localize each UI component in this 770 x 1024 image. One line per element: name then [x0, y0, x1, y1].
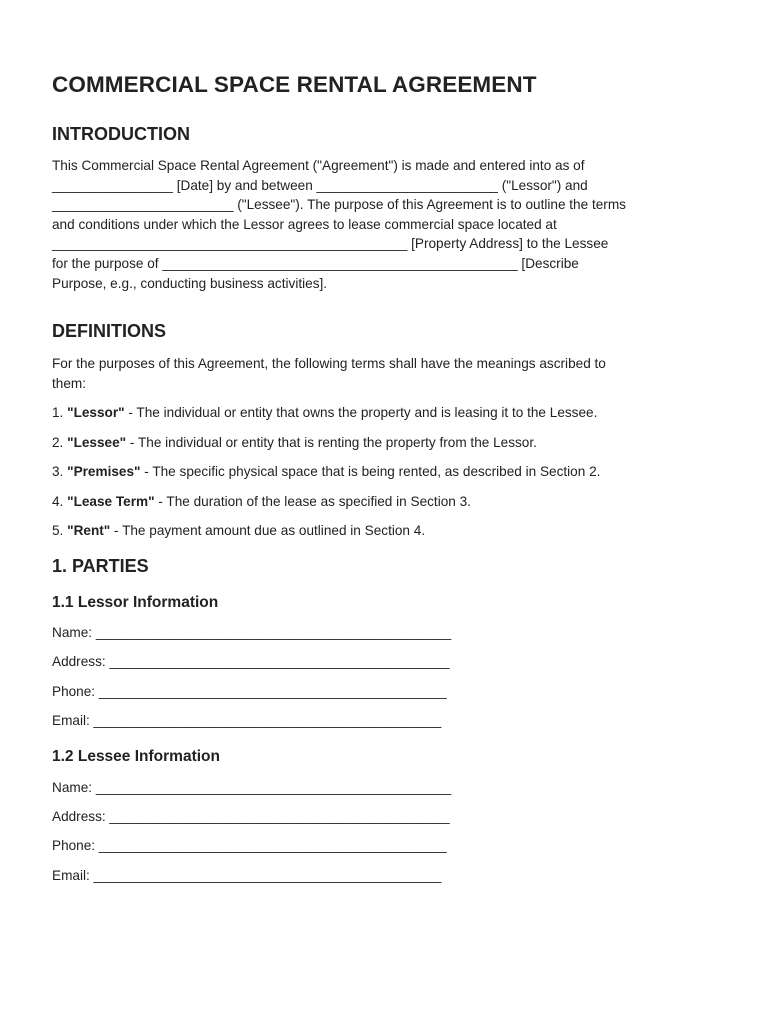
definition-number: 4.	[52, 493, 68, 509]
lessor-email-field: Email: ______________________________________________	[52, 713, 442, 729]
definition-item	[52, 492, 722, 512]
definition-term: "Lessor"	[67, 405, 125, 421]
lessor-information-heading: 1.1 Lessor Information	[52, 593, 219, 611]
definition-description: - The duration of the lease as specified in Section 3.	[154, 493, 471, 509]
definition-number: 3.	[52, 464, 68, 480]
introduction-line: for the purpose of _______________________________________________ [Describe	[52, 255, 579, 271]
lessee-phone-field: Phone: ______________________________________________	[52, 838, 447, 854]
lessor-address-field: Address: _____________________________________________	[52, 654, 450, 670]
definition-term: "Lease Term"	[67, 493, 155, 509]
definition-number: 5.	[52, 523, 68, 539]
definition-item	[52, 521, 722, 541]
introduction-line: Purpose, e.g., conducting business activities].	[52, 275, 328, 291]
introduction-heading: INTRODUCTION	[52, 124, 190, 144]
definition-item	[52, 403, 722, 423]
definitions-list	[52, 403, 722, 541]
definition-description: - The individual or entity that owns the property and is leasing it to the Lessee.	[124, 405, 598, 421]
document-title: COMMERCIAL SPACE RENTAL AGREEMENT	[52, 72, 537, 97]
lessor-phone-field: Phone: ______________________________________________	[52, 683, 447, 699]
introduction-line: and conditions under which the Lessor agrees to lease commercial space located at	[52, 216, 557, 232]
definition-description: - The specific physical space that is being rented, as described in Section 2.	[140, 464, 601, 480]
definition-item	[52, 433, 722, 453]
lessor-name-field: Name: _______________________________________________	[52, 625, 452, 641]
definition-number: 2.	[52, 434, 68, 450]
lessee-information-heading: 1.2 Lessee Information	[52, 748, 220, 766]
definitions-intro-line: them:	[52, 375, 86, 391]
introduction-line: This Commercial Space Rental Agreement ("Agreement") is made and entered into as of	[52, 158, 585, 173]
lessee-fields	[52, 778, 722, 885]
definition-item	[52, 462, 722, 482]
lessee-name-field: Name: _______________________________________________	[52, 779, 452, 795]
definition-term: "Lessee"	[67, 434, 127, 450]
definitions-intro-line: For the purposes of this Agreement, the following terms shall have the meanings ascribed to	[52, 356, 606, 372]
definition-term: "Premises"	[67, 464, 141, 480]
definition-term: "Rent"	[67, 523, 111, 539]
definition-number: 1.	[52, 405, 68, 421]
introduction-paragraph	[52, 156, 722, 293]
introduction-line: _______________________________________________ [Property Address] to the Lessee	[52, 236, 609, 252]
parties-heading: 1. PARTIES	[52, 555, 149, 576]
document-content	[52, 70, 722, 885]
lessee-email-field: Email: ______________________________________________	[52, 867, 442, 883]
lessee-address-field: Address: _____________________________________________	[52, 809, 450, 825]
lessor-fields	[52, 623, 722, 730]
definition-description: - The payment amount due as outlined in Section 4.	[110, 523, 426, 539]
introduction-line: ________________ [Date] by and between ________________________ ("Lessor") and	[52, 177, 588, 193]
definition-description: - The individual or entity that is renting the property from the Lessor.	[126, 434, 537, 450]
definitions-intro	[52, 354, 722, 393]
definitions-heading: DEFINITIONS	[52, 321, 167, 342]
introduction-line: ________________________ ("Lessee"). The purpose of this Agreement is to outline the terms	[52, 197, 626, 213]
